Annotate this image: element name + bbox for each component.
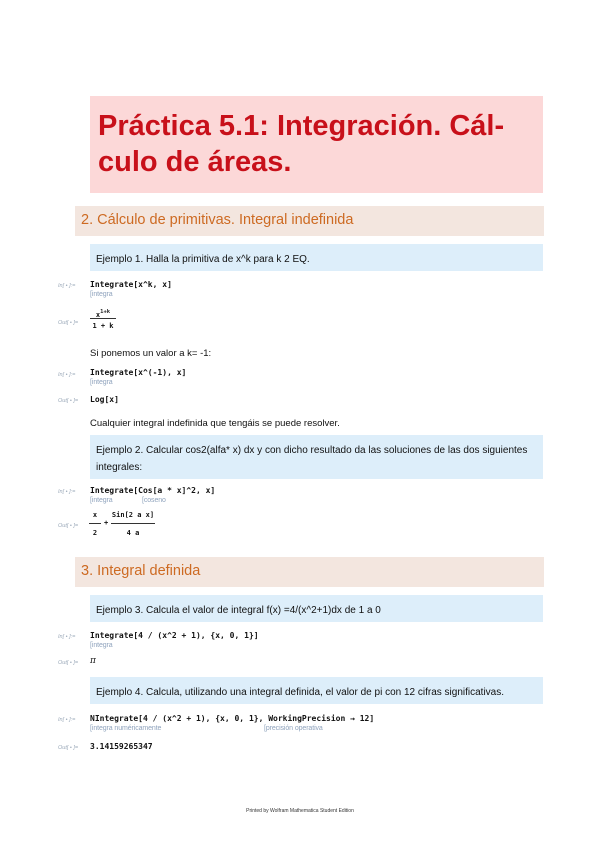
plus-sign: + [104,519,109,527]
hint-integra[interactable]: [ integra [90,642,113,649]
fraction-bar [90,318,116,319]
frac-denominator: 1 + k [92,322,114,330]
output-cell-5: 3.14159265347 [90,742,153,751]
output-fraction-3b [111,511,155,537]
section-2-header [75,206,544,236]
example-1-text: Ejemplo 1. Halla la primitiva de x^k para k 2 EQ. [96,254,310,265]
output-label: Out[ • ]= [58,745,79,751]
hint-precision-operativa[interactable]: [ precisión operativa [264,725,323,732]
input-label: In[ • ]:= [58,489,76,495]
example-2-text: Ejemplo 2. Calcular cos2(alfa* x) dx y con dicho resultado da las soluciones de las dos siguientes integrales: [96,445,528,473]
title-box [90,96,543,193]
output-cell-2: Log[x] [90,395,119,404]
hint-coseno[interactable]: [ coseno [142,497,166,504]
page-title [98,108,528,180]
output-label: Out[ • ]= [58,523,79,529]
hint-integra[interactable]: [ integra [90,497,113,504]
input-cell-2[interactable]: Integrate[x^(-1), x] [90,368,187,377]
output-label: Out[ • ]= [58,398,79,404]
input-label: In[ • ]:= [58,283,76,289]
section-3-title: 3. Integral definida [81,563,201,579]
example-4-box [90,677,543,704]
frac-numerator: Sin[2 a x] [111,511,155,519]
frac-exponent: 1+k [100,309,111,315]
fraction-bar [89,523,101,524]
section-2-title: 2. Cálculo de primitivas. Integral indefinida [81,212,354,228]
input-label: In[ • ]:= [58,717,76,723]
title-line-2: culo de áreas. [98,146,292,178]
section-3-header [75,557,544,587]
frac-denominator: 2 [92,529,98,537]
title-line-1: Práctica 5.1: Integración. Cál- [98,110,505,142]
output-label: Out[ • ]= [58,660,79,666]
fraction-bar [111,523,155,524]
hint-integra-numericamente[interactable]: [ integra numéricamente [90,725,161,732]
hint-integra[interactable]: [ integra [90,291,113,298]
example-2-box [90,435,543,479]
frac-numerator: x [95,311,101,319]
frac-numerator: x [92,511,98,519]
output-label: Out[ • ]= [58,320,79,326]
example-3-text: Ejemplo 3. Calcula el valor de integral f(x) =4/(x^2+1)dx de 1 a 0 [96,605,381,616]
text-line-2: Cualquier integral indefinida que tengáis se puede resolver. [90,418,340,429]
input-label: In[ • ]:= [58,372,76,378]
example-4-text: Ejemplo 4. Calcula, utilizando una integral definida, el valor de pi con 12 cifras significativas. [96,687,505,698]
frac-denominator: 4 a [126,529,140,537]
input-label: In[ • ]:= [58,634,76,640]
output-cell-4: π [90,656,96,666]
example-1-box [90,244,543,271]
input-cell-5[interactable]: NIntegrate[4 / (x^2 + 1), {x, 0, 1}, WorkingPrecision → 12] [90,714,375,723]
output-fraction-1 [90,305,116,330]
input-cell-4[interactable]: Integrate[4 / (x^2 + 1), {x, 0, 1}] [90,631,259,640]
output-fraction-3a [89,511,101,537]
text-line-1: Si ponemos un valor a k= -1: [90,348,212,359]
input-cell-1[interactable]: Integrate[x^k, x] [90,280,172,289]
input-cell-3[interactable]: Integrate[Cos[a * x]^2, x] [90,486,216,495]
page-footer: Printed by Wolfram Mathematica Student Edition [246,808,354,814]
hint-integra[interactable]: [ integra [90,379,113,386]
example-3-box [90,595,543,622]
